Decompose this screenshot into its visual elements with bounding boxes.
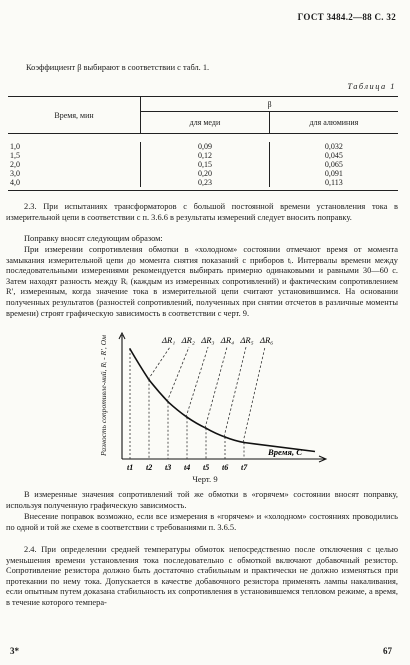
delta-line-4 xyxy=(205,347,227,428)
delta-line-6 xyxy=(243,347,265,443)
delta-line-1 xyxy=(148,347,170,380)
x-tick-t4: t4 xyxy=(184,463,191,472)
table-row: 1,5 0,12 0,045 xyxy=(10,151,343,160)
table-header-aluminum: для алюминия xyxy=(309,118,359,127)
x-tick-t5: t5 xyxy=(203,463,210,472)
delta-label-4: ΔR₄ xyxy=(220,335,235,345)
paragraph-scheme: Внесение поправок возможно, если все измерения в «горячем» и «холодном» состояниях проводились по одной и той же схеме в соответствии с требованиями п. 3.6.5. xyxy=(6,512,398,532)
delta-line-3 xyxy=(186,347,208,417)
delta-label-6: ΔR₆ xyxy=(260,335,274,345)
paragraph-2-4: 2.4. При определении средней температуры обмоток непосредственно после отключения с целью уменьшения времени установления тока последовательно с обмоткой включают добавочный резистор. Сопротивление резистора должно быть достаточно стабильным и практически не должно изменяться при протекании по нему тока. Допускается в качестве добавочного резистора применять лампы накаливания, если опытным путем доказана стабильность их сопротивления в установившемся тепловом режиме, а время, в течение которого темпера- xyxy=(6,545,398,607)
delta-label-2: ΔR₂ xyxy=(181,335,195,345)
table-row: 2,0 0,15 0,065 xyxy=(10,160,343,169)
table-header-beta: β xyxy=(141,97,398,112)
chart-ylabel: Разность сопротивле-ний, Rᵢ - R′, Ом xyxy=(98,334,108,456)
table-row: 1,0 0,09 0,032 xyxy=(10,142,343,151)
table-title: Таблица 1 xyxy=(347,82,396,91)
delta-line-2 xyxy=(167,347,189,402)
table-header-copper: для меди xyxy=(141,112,270,134)
paragraph-cold-measurement: При измерении сопротивления обмотки в «холодном» состоянии отмечают время от момента замыкания измерительной цепи до момента снятия показаний с приборов tᵢ. Интервалы времени между последовательными измерениями рекомендуется выбирать примерно одинаковыми и равными 30—60 с. Затем находят разность между Rᵢ (каждым из измеренных сопротивлений) и фактическим сопротивлением R′, измеренным, когда значение тока в измерительной цепи считают установившимся. На основании полученных результатов (разностей сопротивлений, полученных при снятии отсчетов в различные моменты времени) строят графическую зависимость в соответствии с черт. 9. xyxy=(6,245,398,318)
page-number: 67 xyxy=(383,646,392,656)
table-row: 3,0 0,20 0,091 xyxy=(10,169,343,178)
coefficient-table xyxy=(8,96,398,191)
delta-label-3: ΔR₃ xyxy=(201,335,215,345)
footer-left: 3* xyxy=(10,646,19,656)
x-tick-t6: t6 xyxy=(222,463,229,472)
figure-9-chart xyxy=(100,331,340,476)
x-tick-t3: t3 xyxy=(165,463,172,472)
delta-label-1: ΔR₁ xyxy=(162,335,176,345)
paragraph-2-3: 2.3. При испытаниях трансформаторов с большой постоянной времени установления тока в измерительной цепи в соответствии с п. 3.6.6 в результаты измерений следует вносить поправку. xyxy=(6,202,398,222)
paragraph-correction: Поправку вносят следующим образом: xyxy=(24,234,163,243)
intro-text: Коэффициент β выбирают в соответствии с табл. 1. xyxy=(26,63,210,72)
paragraph-hot: В измеренные значения сопротивлений той же обмотки в «горячем» состоянии вносят поправку, используя полученную графическую зависимость. xyxy=(6,490,398,510)
page-header: ГОСТ 3484.2—88 С. 32 xyxy=(297,12,396,22)
delta-line-5 xyxy=(224,347,246,437)
series-line xyxy=(130,349,315,452)
delta-label-5: ΔR₅ xyxy=(240,335,254,345)
x-tick-t7: t7 xyxy=(241,463,248,472)
x-tick-t2: t2 xyxy=(146,463,153,472)
x-axis-label: Время, С xyxy=(268,447,302,457)
data-point-t1 xyxy=(129,348,131,350)
table-row: 4,0 0,23 0,113 xyxy=(10,178,343,187)
x-tick-t1: t1 xyxy=(127,463,134,472)
figure-caption: Черт. 9 xyxy=(192,474,218,484)
table-header-time: Время, мин xyxy=(8,97,141,134)
